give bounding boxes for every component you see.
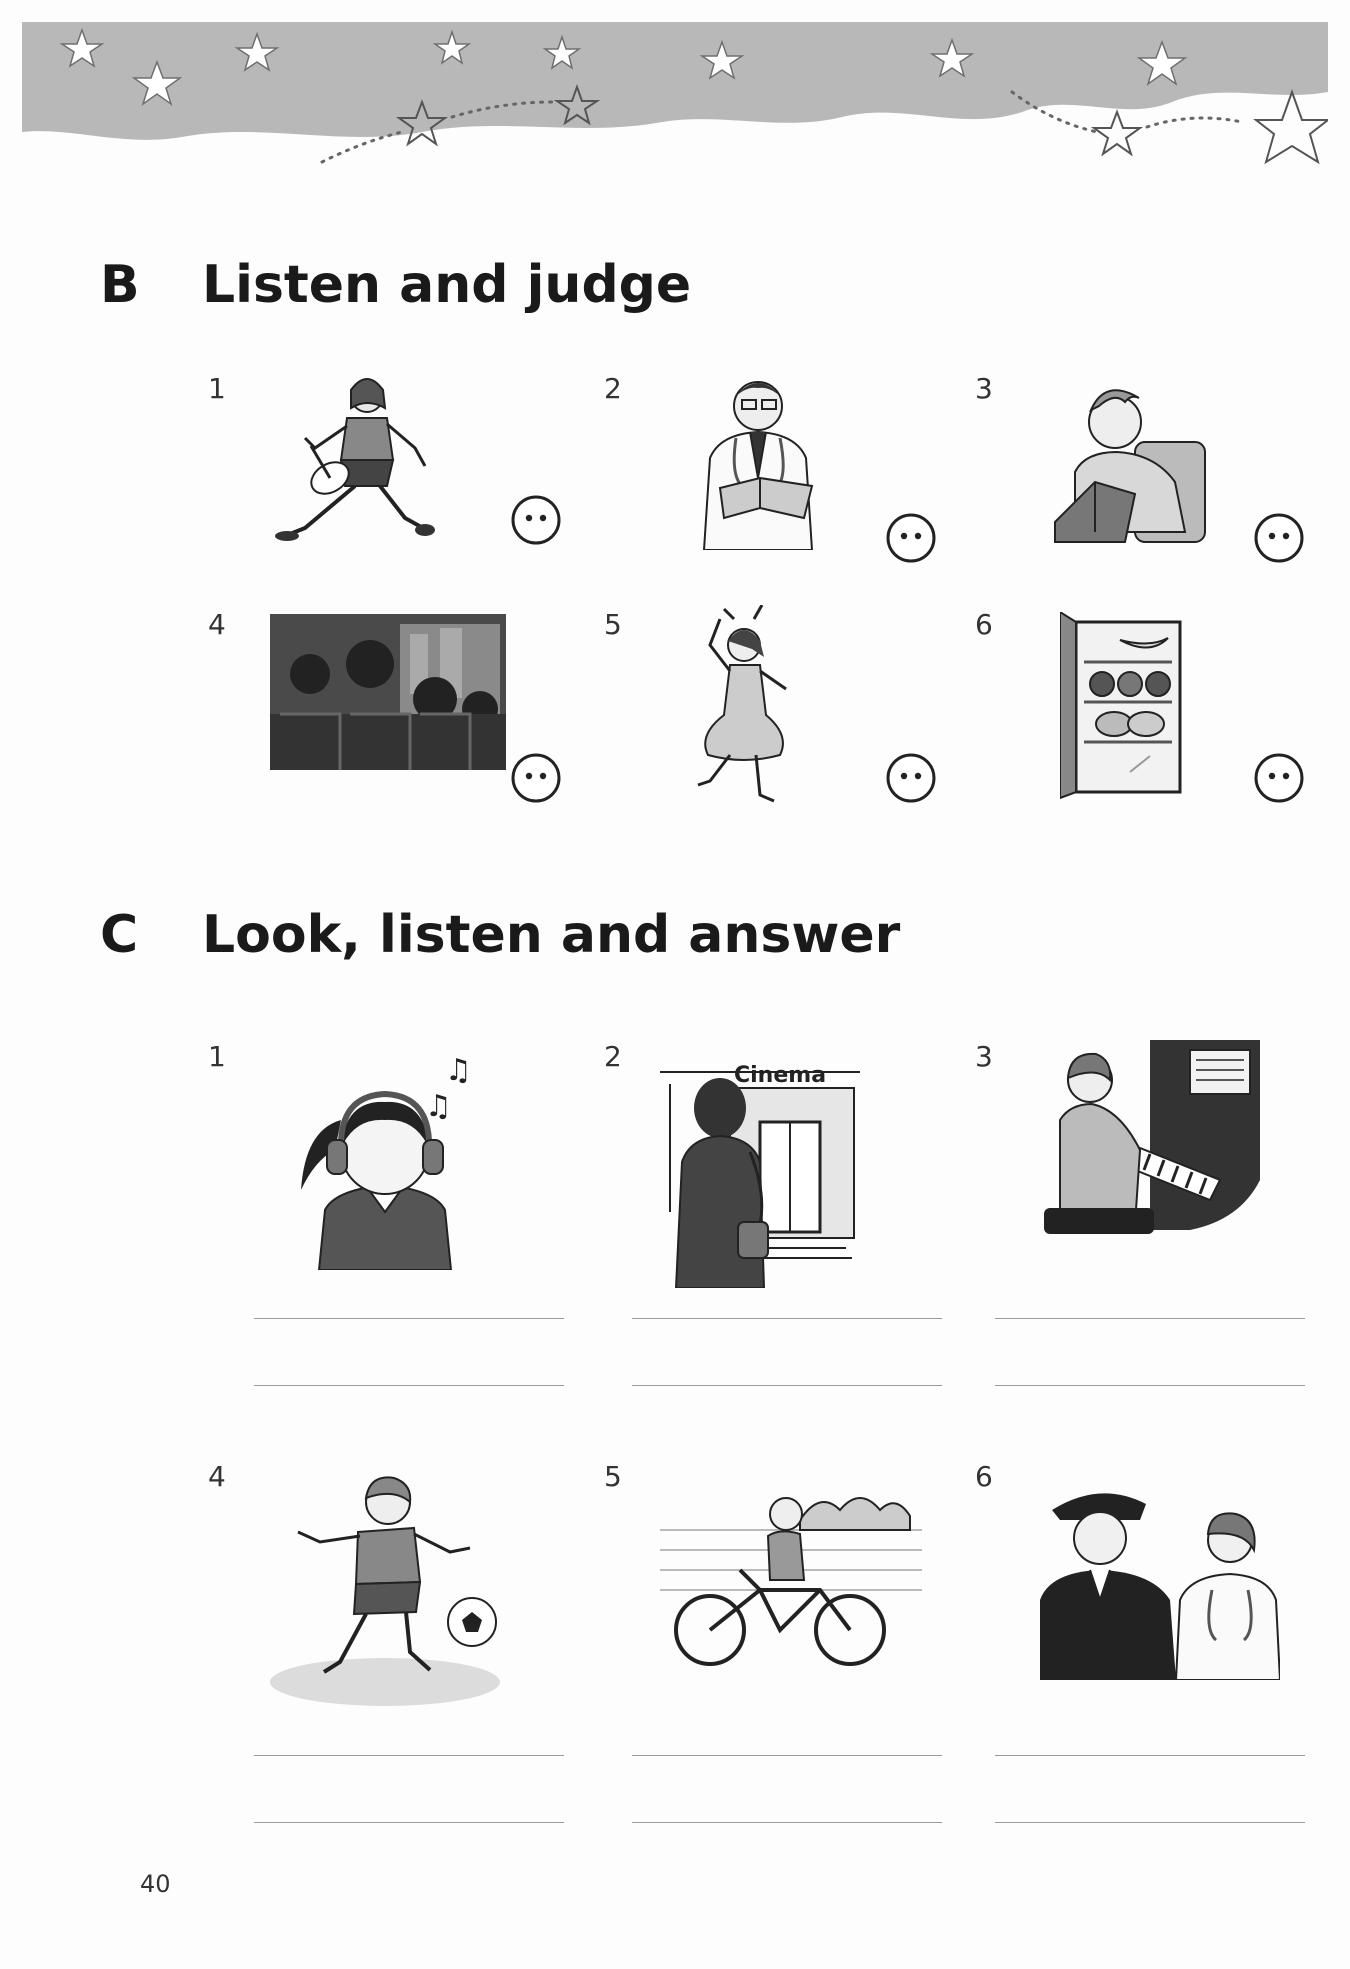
blank-face-icon[interactable] xyxy=(510,752,562,804)
b-item-number: 3 xyxy=(975,372,993,405)
answer-line[interactable] xyxy=(995,1755,1305,1756)
section-c-letter: C xyxy=(100,905,139,965)
answer-line[interactable] xyxy=(995,1318,1305,1319)
c-item-number: 1 xyxy=(208,1040,226,1073)
answer-line[interactable] xyxy=(254,1318,564,1319)
answer-line[interactable] xyxy=(632,1318,942,1319)
cinema-sign: Cinema xyxy=(734,1063,827,1088)
c-item-number: 4 xyxy=(208,1460,226,1493)
blank-face-icon[interactable] xyxy=(1253,512,1305,564)
fridge-with-fruit-picture xyxy=(1060,612,1188,802)
section-c-heading xyxy=(100,905,900,965)
section-b-letter: B xyxy=(100,255,140,315)
page-number: 40 xyxy=(140,1870,171,1898)
girl-listening-to-music-picture xyxy=(295,1040,505,1270)
policeman-and-doctor-picture xyxy=(1040,1480,1280,1680)
c-item-number: 6 xyxy=(975,1460,993,1493)
c-item-number: 5 xyxy=(604,1460,622,1493)
b-item-number: 4 xyxy=(208,608,226,641)
boy-riding-bicycle-picture xyxy=(660,1480,922,1670)
blank-face-icon[interactable] xyxy=(885,752,937,804)
answer-line[interactable] xyxy=(254,1385,564,1386)
section-b-title: Listen and judge xyxy=(202,255,692,315)
star-banner xyxy=(22,22,1328,192)
girl-dancing-picture xyxy=(690,605,798,805)
answer-line[interactable] xyxy=(995,1385,1305,1386)
b-item-number: 6 xyxy=(975,608,993,641)
woman-at-cinema-picture xyxy=(660,1052,860,1288)
svg-text:♫: ♫ xyxy=(445,1053,472,1088)
c-item-number: 2 xyxy=(604,1040,622,1073)
answer-line[interactable] xyxy=(632,1755,942,1756)
c-item-number: 3 xyxy=(975,1040,993,1073)
answer-line[interactable] xyxy=(995,1822,1305,1823)
girl-playing-badminton-picture xyxy=(275,368,435,548)
svg-text:♫: ♫ xyxy=(425,1089,452,1124)
person-playing-piano-picture xyxy=(1040,1040,1260,1250)
answer-line[interactable] xyxy=(254,1822,564,1823)
section-b-heading xyxy=(100,255,691,315)
blank-face-icon[interactable] xyxy=(1253,752,1305,804)
doctor-reading-picture xyxy=(680,368,840,550)
section-c-title: Look, listen and answer xyxy=(202,905,901,965)
b-item-number: 5 xyxy=(604,608,622,641)
man-reading-book-picture xyxy=(1035,372,1215,552)
blank-face-icon[interactable] xyxy=(885,512,937,564)
blank-face-icon[interactable] xyxy=(510,494,562,546)
answer-line[interactable] xyxy=(632,1822,942,1823)
b-item-number: 2 xyxy=(604,372,622,405)
answer-line[interactable] xyxy=(632,1385,942,1386)
answer-line[interactable] xyxy=(254,1755,564,1756)
b-item-number: 1 xyxy=(208,372,226,405)
boy-playing-football-picture xyxy=(270,1472,500,1708)
people-in-cinema-picture xyxy=(270,614,506,770)
